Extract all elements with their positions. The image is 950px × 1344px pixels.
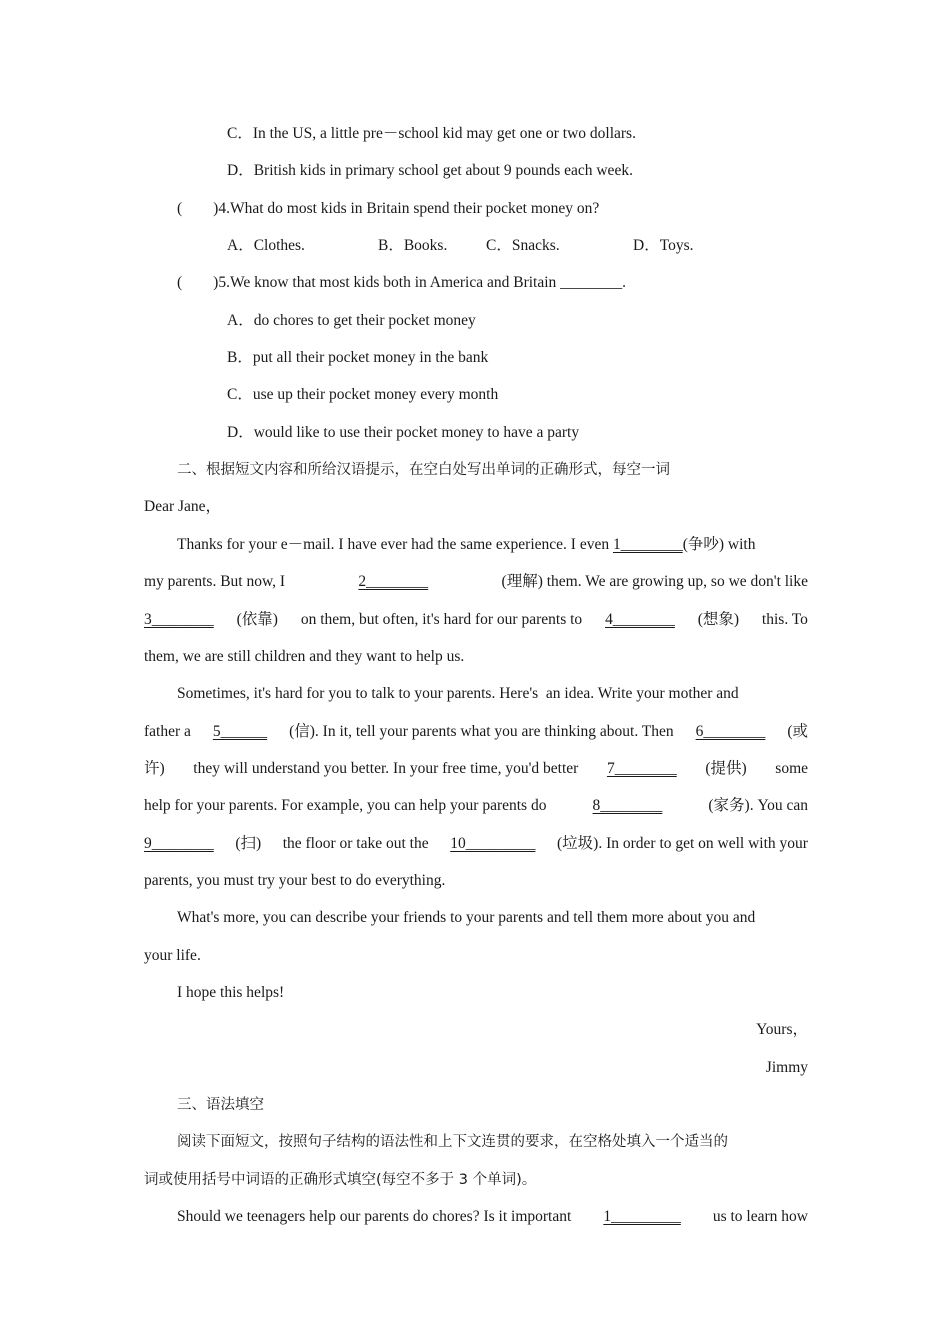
blank-5[interactable]: 5______: [212, 723, 268, 740]
section-3-instruction-1: 阅读下面短文，按照句子结构的语法性和上下文连贯的要求，在空格处填入一个适当的: [177, 1134, 728, 1150]
blank-3[interactable]: 3________: [144, 611, 214, 628]
passage-line-5: Sometimes, it's hard for you to talk to your parents. Here's an idea. Write your mother and: [177, 685, 739, 702]
q4-option-a: A．Clothes.: [227, 237, 305, 254]
passage-line-1: Thanks for your e－mail. I have ever had the same experience. I even 1________(争吵) with: [177, 536, 756, 553]
passage-line-4: them, we are still children and they want to help us.: [144, 648, 465, 665]
letter-greeting: Dear Jane，: [144, 498, 222, 515]
blank-4[interactable]: 4________: [605, 611, 675, 628]
passage-line-11: What's more, you can describe your friends to your parents and tell them more about you and: [177, 909, 756, 926]
blank-9[interactable]: 9________: [144, 835, 214, 852]
passage-line-6: father a 5______ (信). In it, tell your parents what you are thinking about. Then 6________ (或: [144, 723, 808, 740]
q5-stem: ( )5.We know that most kids both in America and Britain ________.: [177, 274, 627, 291]
q4-option-b: B．Books.: [378, 237, 448, 254]
blank-7[interactable]: 7________: [606, 760, 677, 777]
letter-closing: Yours，: [756, 1021, 808, 1038]
section-2-heading: 二、根据短文内容和所给汉语提示，在空白处写出单词的正确形式，每空一词: [177, 462, 670, 478]
q4-option-c: C．Snacks.: [486, 237, 560, 254]
blank-1[interactable]: 1________: [612, 536, 683, 553]
section-3-heading: 三、语法填空: [177, 1097, 264, 1113]
passage-line-7: 许) they will understand you better. In your free time, you'd better 7________ (提供) some: [144, 760, 808, 777]
blank-2[interactable]: 2________: [358, 573, 429, 590]
passage-line-9: 9________ (扫) the floor or take out the 10_________ (垃圾). In order to get on well with your: [144, 835, 808, 852]
grammar-blank-1[interactable]: 1_________: [603, 1208, 681, 1225]
q5-option-c: C．use up their pocket money every month: [227, 386, 499, 403]
section-3-instruction-2: 词或使用括号中词语的正确形式填空(每空不多于 3 个单词)。: [144, 1172, 537, 1188]
q3-option-c: C．In the US, a little pre－school kid may get one or two dollars.: [227, 125, 636, 142]
q5-option-d: D．would like to use their pocket money to have a party: [227, 424, 580, 441]
blank-8[interactable]: 8________: [592, 797, 663, 814]
passage-line-3: 3________ (依靠) on them, but often, it's hard for our parents to 4________ (想象) this. To: [144, 611, 808, 628]
passage-line-12: your life.: [144, 947, 201, 964]
q4-option-d: D．Toys.: [633, 237, 694, 254]
letter-signature: Jimmy: [765, 1059, 808, 1076]
passage-line-2: my parents. But now, I 2________ (理解) them. We are growing up, so we don't like: [144, 573, 808, 590]
q5-option-a: A．do chores to get their pocket money: [227, 312, 476, 329]
q3-option-d: D．British kids in primary school get about 9 pounds each week.: [227, 162, 633, 179]
blank-10[interactable]: 10_________: [450, 835, 536, 852]
passage-line-8: help for your parents. For example, you can help your parents do 8________ (家务). You can: [144, 797, 808, 814]
q4-stem: ( )4.What do most kids in Britain spend their pocket money on?: [177, 200, 600, 217]
section-3-passage-line-1: Should we teenagers help our parents do chores? Is it important 1_________ us to learn how: [177, 1208, 808, 1225]
passage-line-13: I hope this helps!: [177, 984, 285, 1001]
q5-option-b: B．put all their pocket money in the bank: [227, 349, 489, 366]
blank-6[interactable]: 6________: [695, 723, 766, 740]
passage-line-10: parents, you must try your best to do everything.: [144, 872, 446, 889]
